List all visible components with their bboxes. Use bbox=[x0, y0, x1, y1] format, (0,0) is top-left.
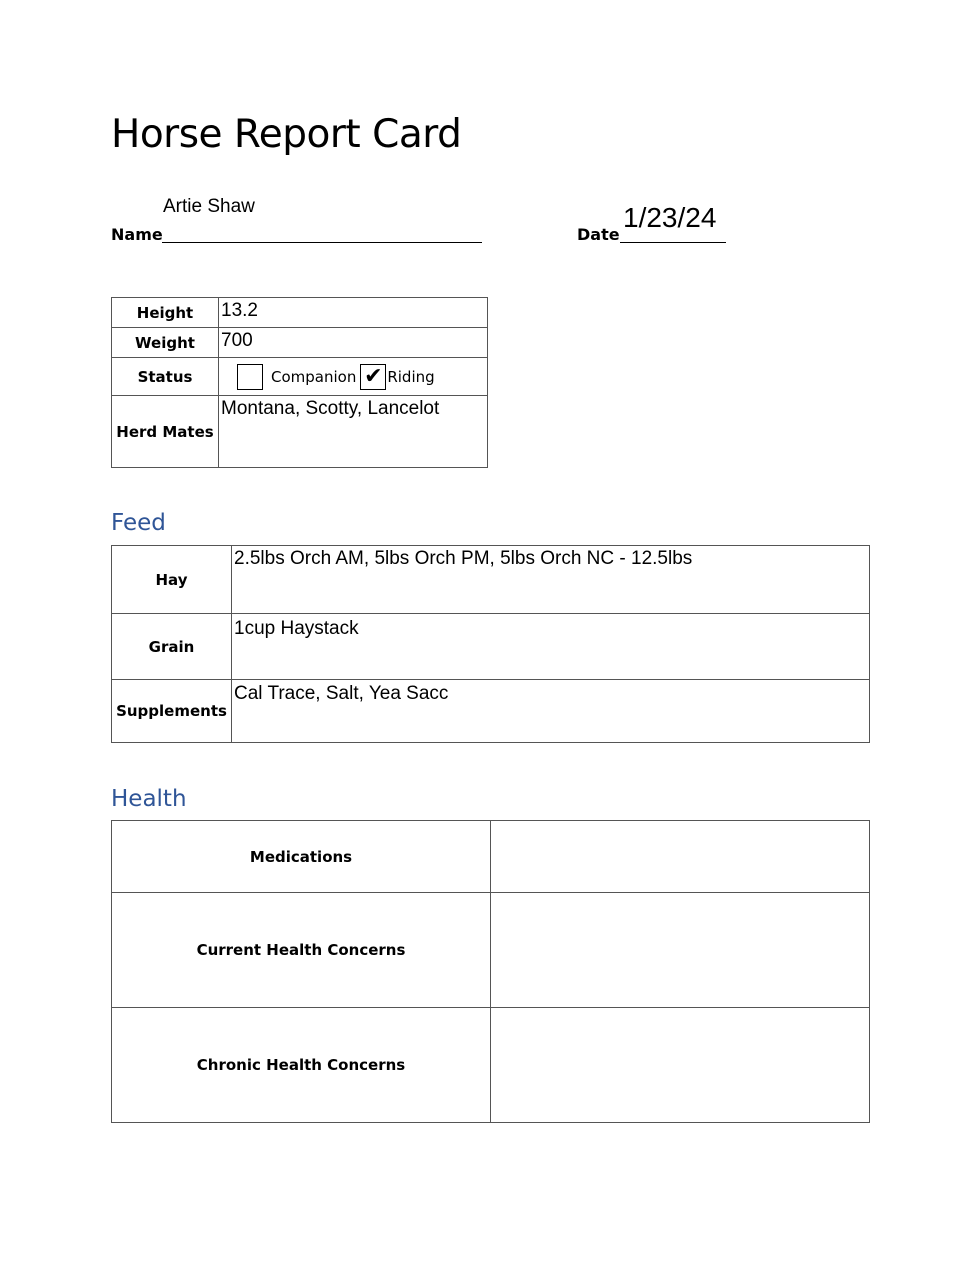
current-health-concerns-label: Current Health Concerns bbox=[112, 893, 491, 1008]
name-label: Name bbox=[111, 225, 163, 244]
table-row bbox=[112, 396, 488, 468]
date-value[interactable]: 1/23/24 bbox=[623, 202, 717, 233]
table-row bbox=[112, 614, 870, 680]
supplements-value-text: Cal Trace, Salt, Yea Sacc bbox=[234, 683, 449, 704]
grain-label: Grain bbox=[112, 614, 232, 680]
status-value bbox=[219, 358, 488, 396]
grain-value-text: 1cup Haystack bbox=[234, 618, 359, 639]
medications-label: Medications bbox=[112, 821, 491, 893]
name-underline bbox=[162, 242, 482, 243]
weight-label: Weight bbox=[112, 328, 219, 358]
date-underline bbox=[620, 242, 726, 243]
supplements-label: Supplements bbox=[112, 680, 232, 743]
supplements-value[interactable] bbox=[232, 680, 870, 743]
name-value[interactable]: Artie Shaw bbox=[163, 196, 255, 217]
grain-value[interactable] bbox=[232, 614, 870, 680]
table-row bbox=[112, 821, 870, 893]
table-row bbox=[112, 893, 870, 1008]
table-row bbox=[112, 358, 488, 396]
hay-label: Hay bbox=[112, 546, 232, 614]
herd-mates-value[interactable] bbox=[219, 396, 488, 468]
date-label: Date bbox=[577, 225, 620, 244]
checkmark-icon: ✔ bbox=[364, 363, 383, 389]
weight-value[interactable] bbox=[219, 328, 488, 358]
health-heading: Health bbox=[111, 786, 187, 812]
companion-checkbox[interactable] bbox=[237, 364, 263, 390]
info-table bbox=[111, 297, 488, 468]
height-value-text: 13.2 bbox=[221, 300, 258, 321]
herd-mates-value-text: Montana, Scotty, Lancelot bbox=[221, 398, 440, 419]
feed-table bbox=[111, 545, 870, 743]
table-row bbox=[112, 680, 870, 743]
hay-value-text: 2.5lbs Orch AM, 5lbs Orch PM, 5lbs Orch NC - 12.5lbs bbox=[234, 548, 693, 569]
table-row bbox=[112, 298, 488, 328]
riding-label: Riding bbox=[387, 367, 435, 386]
hay-value[interactable] bbox=[232, 546, 870, 614]
height-label: Height bbox=[112, 298, 219, 328]
current-health-concerns-value[interactable] bbox=[491, 893, 870, 1008]
riding-checkbox[interactable] bbox=[360, 364, 386, 390]
table-row bbox=[112, 328, 488, 358]
page-title: Horse Report Card bbox=[111, 112, 462, 157]
feed-heading: Feed bbox=[111, 510, 166, 536]
herd-mates-label: Herd Mates bbox=[112, 396, 219, 468]
height-value[interactable] bbox=[219, 298, 488, 328]
medications-value[interactable] bbox=[491, 821, 870, 893]
health-table bbox=[111, 820, 870, 1123]
chronic-health-concerns-label: Chronic Health Concerns bbox=[112, 1008, 491, 1123]
table-row bbox=[112, 546, 870, 614]
weight-value-text: 700 bbox=[221, 330, 253, 351]
chronic-health-concerns-value[interactable] bbox=[491, 1008, 870, 1123]
companion-label: Companion bbox=[271, 367, 357, 386]
status-label: Status bbox=[112, 358, 219, 396]
table-row bbox=[112, 1008, 870, 1123]
